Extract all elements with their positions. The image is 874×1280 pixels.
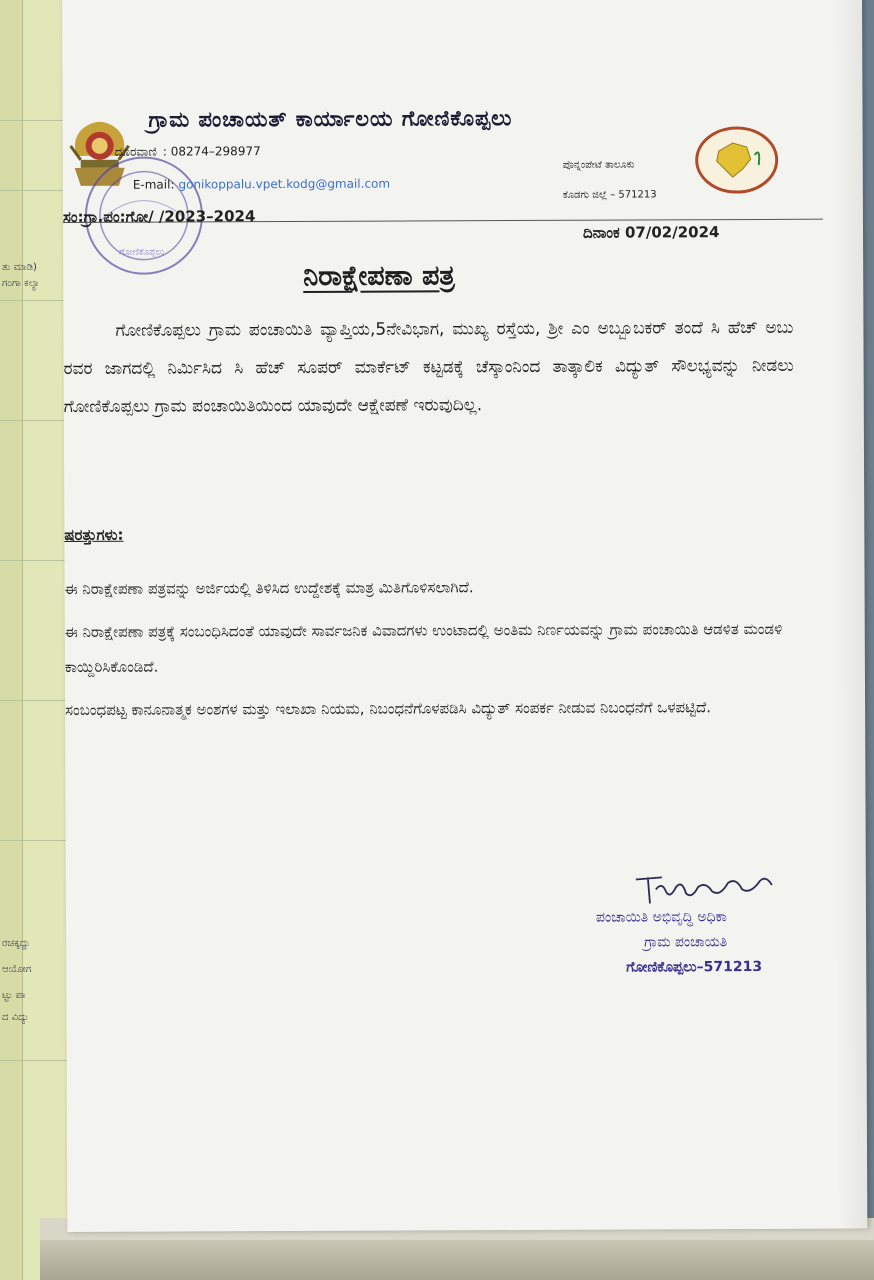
condition-item: ಈ ನಿರಾಕ್ಷೇಪಣಾ ಪತ್ರವನ್ನು ಅರ್ಜಿಯಲ್ಲಿ ತಿಳಿಸಿದ ಉದ್ದೇಶಕ್ಕೆ ಮಾತ್ರ ಮಿತಿಗೊಳಿಸಲಾಗಿದೆ. <box>64 578 474 598</box>
notebook-text: ಗಂಗಾ ಕಲ್ಯಾ <box>2 278 40 289</box>
signatory-place: ಗೋಣಿಕೊಪ್ಪಲು–571213 <box>626 958 763 976</box>
email-address: gonikoppalu.vpet.kodg@gmail.com <box>178 176 391 192</box>
email-label: E-mail: <box>132 177 175 192</box>
body-paragraph: ಗೋಣಿಕೊಪ್ಪಲು ಗ್ರಾಮ ಪಂಚಾಯಿತಿ ವ್ಯಾಪ್ತಿಯ,5ನೇವಿಭಾಗ, ಮುಖ್ಯ ರಸ್ತೆಯ, ಶ್ರೀ ಎಂ ಅಬ್ಬೂಬಕರ್ ತಂದೆ ಸಿ ಹೆಚ್ ಅಬು ರವರ ಜಾಗದಲ್ಲಿ ನಿರ್ಮಿಸಿದ ಸಿ ಹೆಚ್ ಸೂಪರ್ ಮಾರ್ಕೆಟ್ ಕಟ್ಟಡಕ್ಕೆ ಚೆಸ್ಕಾಂನಿಂದ ತಾತ್ಕಾಲಿಕ ವಿದ್ಯುತ್ ಸೌಲಭ್ಯವನ್ನು ನೀಡಲು ಗೋಣಿಕೊಪ್ಪಲು ಗ್ರಾಮ ಪಂಚಾಯಿತಿಯಿಂದ ಯಾವುದೇ ಆಕ್ಷೇಪಣೆ ಇರುವುದಿಲ್ಲ. <box>63 317 794 417</box>
conditions-list <box>64 569 805 736</box>
notebook-text: ತು ಮಾಡಿ) <box>2 262 37 273</box>
binder-shadow <box>40 1240 874 1280</box>
letter-date: ದಿನಾಂಕ 07/02/2024 <box>582 223 720 242</box>
notebook-text: ರಚಕ್ಕದ್ದು <box>2 938 31 949</box>
phone-number: : 08274–298977 <box>162 144 261 159</box>
sheet-shadow <box>832 0 867 1229</box>
svg-text:ಗೋಣಿಕೊಪ್ಪಲು: ಗೋಣಿಕೊಪ್ಪಲು <box>119 247 165 258</box>
email-row <box>133 177 390 192</box>
signatory-office: ಗ್ರಾಮ ಪಂಚಾಯತಿ <box>644 934 728 951</box>
signatory-block <box>596 905 762 981</box>
taluk-text: ಪೊನ್ನಂಪೇಟೆ ತಾಲೂಕು <box>562 159 635 171</box>
panchayat-logo-icon <box>689 125 785 195</box>
reference-number: ಸಂ:ಗ್ರಾ.ಪಂ:ಗೋ/ /2023–2024 <box>62 207 256 226</box>
phone-label: ದೂರವಾಣಿ <box>114 144 157 159</box>
handwritten-signature <box>632 869 782 910</box>
office-title: ಗ್ರಾಮ ಪಂಚಾಯತ್ ಕಾರ್ಯಾಲಯ ಗೋಣಿಕೊಪ್ಪಲು <box>148 106 513 132</box>
district-text: ಕೊಡಗು ಜಿಲ್ಲೆ – 571213 <box>562 189 657 201</box>
notebook-text: ಆಯೋಗ <box>2 964 32 975</box>
condition-item: ಈ ನಿರಾಕ್ಷೇಪಣಾ ಪತ್ರಕ್ಕೆ ಸಂಬಂಧಿಸಿದಂತೆ ಯಾವುದೇ ಸಾರ್ವಜನಿಕ ವಿವಾದಗಳು ಉಂಟಾದಲ್ಲಿ ಅಂತಿಮ ನಿರ್ಣಯವನ್ನು ಗ್ರಾಮ ಪಂಚಾಯಿತಿ ಆಡಳಿತ ಮಂಡಳಿ ಕಾಯ್ದಿರಿಸಿಕೊಂಡಿದೆ. <box>64 619 783 676</box>
notebook-text: ಟ್ಟು ಪಾ <box>2 990 26 1001</box>
signatory-designation: ಪಂಚಾಯಿತಿ ಅಭಿವೃದ್ಧಿ ಅಧಿಕಾ <box>595 909 727 926</box>
phone-row <box>115 144 261 160</box>
condition-item: ಸಂಬಂಧಪಟ್ಟ ಕಾನೂನಾತ್ಮಕ ಅಂಶಗಳ ಮತ್ತು ಇಲಾಖಾ ನಿಯಮ, ನಿಬಂಧನೆಗೊಳಪಡಿಸಿ ವಿದ್ಯುತ್ ಸಂಪರ್ಕ ನೀಡುವ ನಿಬಂಧನೆಗೆ ಒಳಪಟ್ಟಿದೆ. <box>65 698 712 719</box>
notebook-text: ದ ವಿದ್ಯು <box>2 1012 30 1023</box>
letter-sheet <box>62 0 867 1232</box>
conditions-heading: ಷರತ್ತುಗಳು: <box>64 525 124 544</box>
notebook-edge <box>0 0 23 1280</box>
document-title: ನಿರಾಕ್ಷೇಪಣಾ ಪತ್ರ <box>303 260 455 292</box>
